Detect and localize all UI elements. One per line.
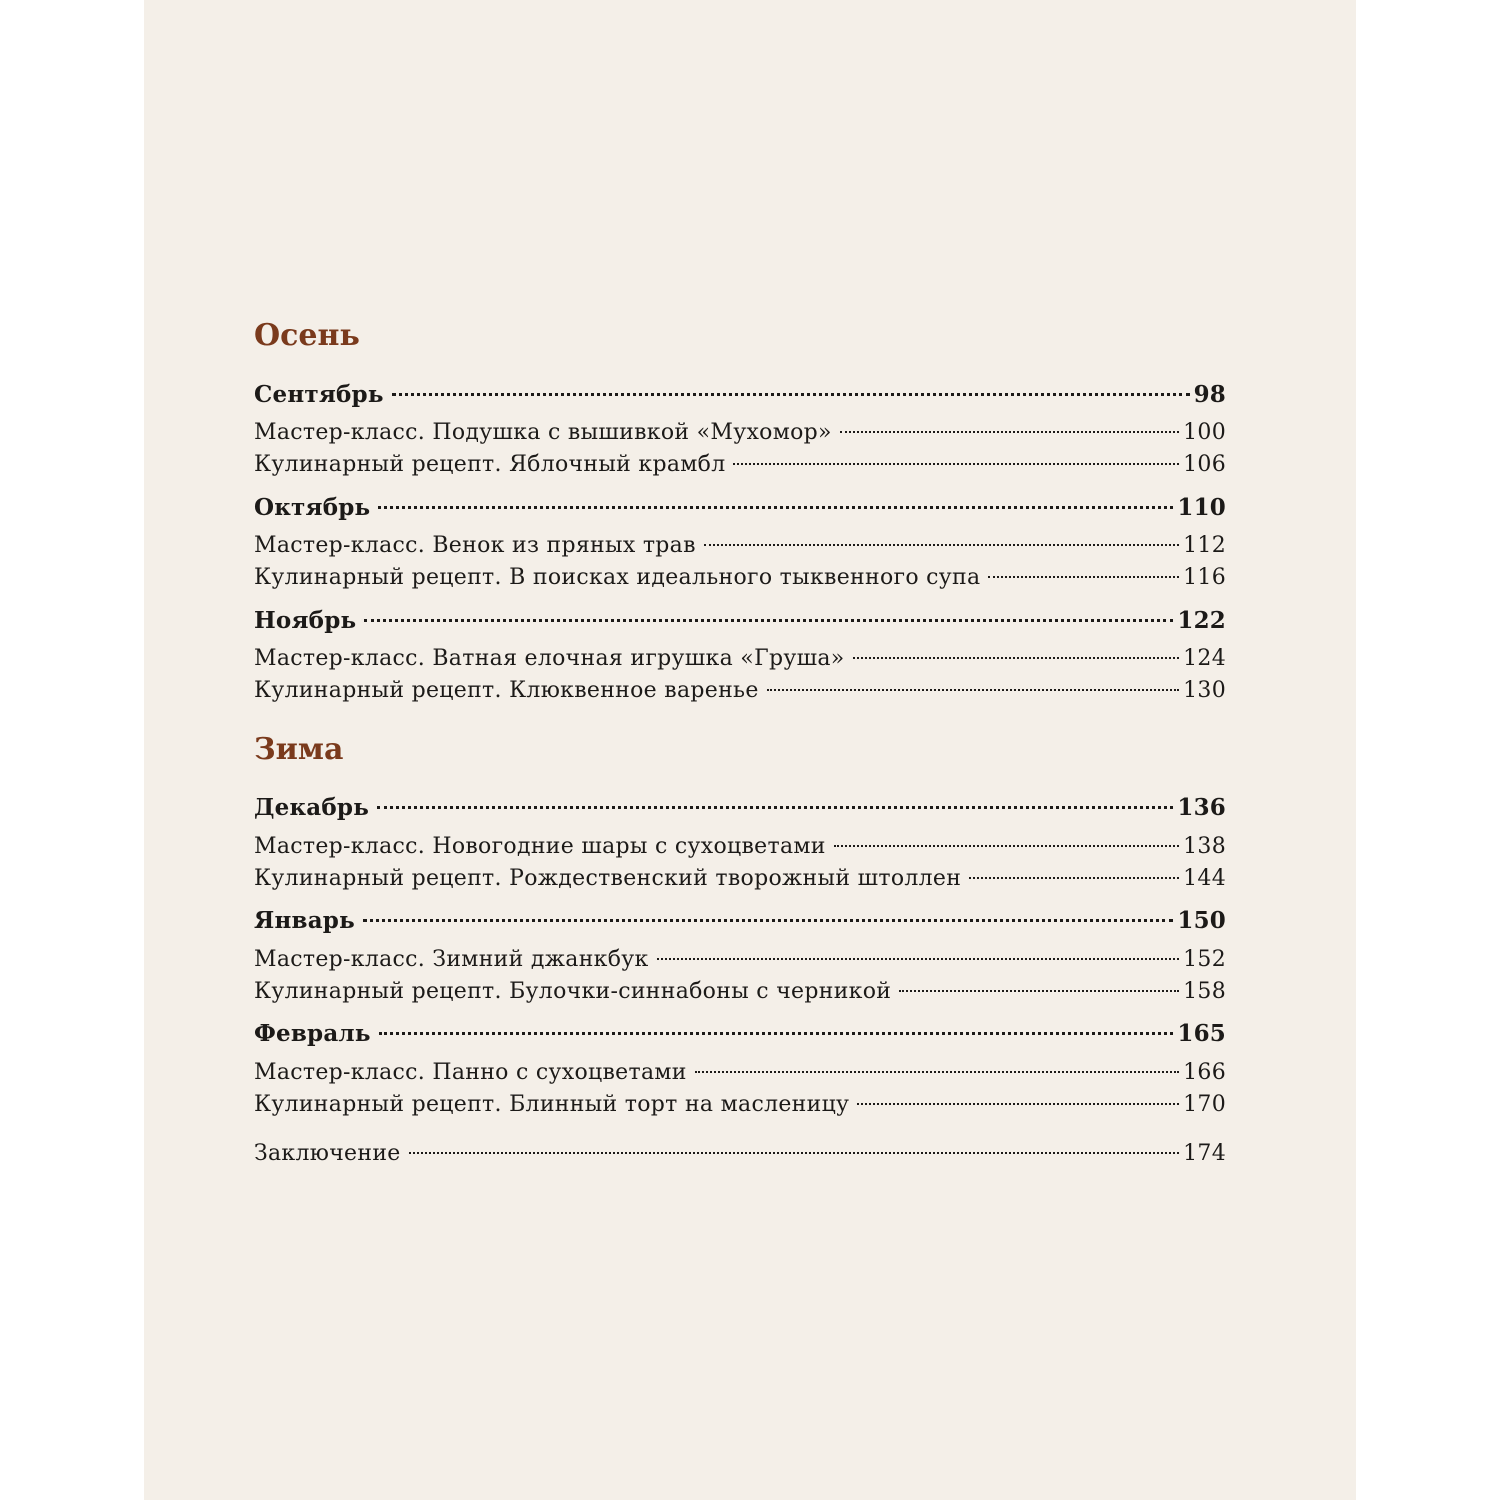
page-number: 165: [1177, 1020, 1226, 1047]
page-number: 158: [1183, 979, 1226, 1004]
dot-leader: [378, 506, 1173, 509]
season-heading-winter: Зима: [254, 732, 344, 767]
dot-leader: [857, 1103, 1179, 1105]
month-title: Октябрь: [254, 494, 371, 521]
page-number: 124: [1183, 646, 1226, 671]
dot-leader: [988, 576, 1179, 578]
toc-entry[interactable]: [254, 976, 1226, 1008]
month-title: Сентябрь: [254, 381, 384, 408]
month-title: Январь: [254, 907, 355, 934]
page-number: 106: [1183, 452, 1226, 477]
page-number: 122: [1177, 607, 1226, 634]
page-number: 174: [1183, 1141, 1226, 1166]
page-number: 110: [1177, 494, 1226, 521]
page-number: 138: [1183, 834, 1226, 859]
toc-month-september[interactable]: [254, 379, 1226, 411]
toc-entry[interactable]: [254, 863, 1226, 895]
entry-title: Кулинарный рецепт. Блинный торт на масленицу: [254, 1092, 850, 1117]
entry-title: Мастер-класс. Панно с сухоцветами: [254, 1060, 687, 1085]
dot-leader: [657, 958, 1180, 960]
toc-entry[interactable]: [254, 675, 1226, 707]
toc-entry[interactable]: [254, 562, 1226, 594]
toc-entry[interactable]: [254, 449, 1226, 481]
dot-leader: [840, 431, 1179, 433]
dot-leader: [969, 877, 1179, 879]
entry-title: Мастер-класс. Новогодние шары с сухоцветами: [254, 834, 826, 859]
dot-leader: [899, 990, 1179, 992]
page-number: 144: [1183, 866, 1226, 891]
entry-title: Кулинарный рецепт. В поисках идеального тыквенного супа: [254, 565, 981, 590]
season-heading-autumn: Осень: [254, 318, 360, 353]
month-title: Февраль: [254, 1020, 371, 1047]
toc-month-january[interactable]: [254, 905, 1226, 937]
entry-title: Мастер-класс. Подушка с вышивкой «Мухомор»: [254, 420, 832, 445]
dot-leader: [695, 1071, 1179, 1073]
entry-title: Мастер-класс. Зимний джанкбук: [254, 947, 649, 972]
entry-title: Кулинарный рецепт. Булочки-синнабоны с черникой: [254, 979, 892, 1004]
toc-entry[interactable]: [254, 417, 1226, 449]
entry-title: Мастер-класс. Венок из пряных трав: [254, 533, 696, 558]
page-number: 166: [1183, 1060, 1226, 1085]
toc-entry[interactable]: [254, 1057, 1226, 1089]
dot-leader: [704, 544, 1179, 546]
dot-leader: [377, 806, 1173, 809]
toc-month-november[interactable]: [254, 605, 1226, 637]
dot-leader: [363, 919, 1173, 922]
page-number: 170: [1183, 1092, 1226, 1117]
entry-title: Кулинарный рецепт. Клюквенное варенье: [254, 678, 759, 703]
dot-leader: [364, 619, 1173, 622]
toc-entry-conclusion[interactable]: [254, 1138, 1226, 1170]
entry-title: Кулинарный рецепт. Яблочный крамбл: [254, 452, 726, 477]
dot-leader: [853, 657, 1180, 659]
entry-title: Кулинарный рецепт. Рождественский творожный штоллен: [254, 866, 962, 891]
dot-leader: [392, 393, 1190, 396]
dot-leader: [379, 1032, 1174, 1035]
page-number: 100: [1183, 420, 1226, 445]
toc-entry[interactable]: [254, 643, 1226, 675]
dot-leader: [733, 463, 1179, 465]
page-number: 112: [1183, 533, 1226, 558]
page-number: 116: [1183, 565, 1226, 590]
page-number: 136: [1177, 794, 1226, 821]
page-number: 152: [1183, 947, 1226, 972]
toc-entry[interactable]: [254, 530, 1226, 562]
page-number: 150: [1177, 907, 1226, 934]
toc-entry[interactable]: [254, 944, 1226, 976]
entry-title: Мастер-класс. Ватная елочная игрушка «Груша»: [254, 646, 845, 671]
entry-title: Заключение: [254, 1141, 401, 1166]
page-number: 130: [1183, 678, 1226, 703]
dot-leader: [767, 689, 1179, 691]
toc-entry[interactable]: [254, 831, 1226, 863]
month-title: Декабрь: [254, 794, 370, 821]
dot-leader: [834, 845, 1179, 847]
page-number: 98: [1193, 381, 1226, 408]
toc-month-february[interactable]: [254, 1018, 1226, 1050]
toc-entry[interactable]: [254, 1089, 1226, 1121]
toc-month-december[interactable]: [254, 792, 1226, 824]
toc-month-october[interactable]: [254, 492, 1226, 524]
dot-leader: [409, 1152, 1179, 1154]
month-title: Ноябрь: [254, 607, 357, 634]
